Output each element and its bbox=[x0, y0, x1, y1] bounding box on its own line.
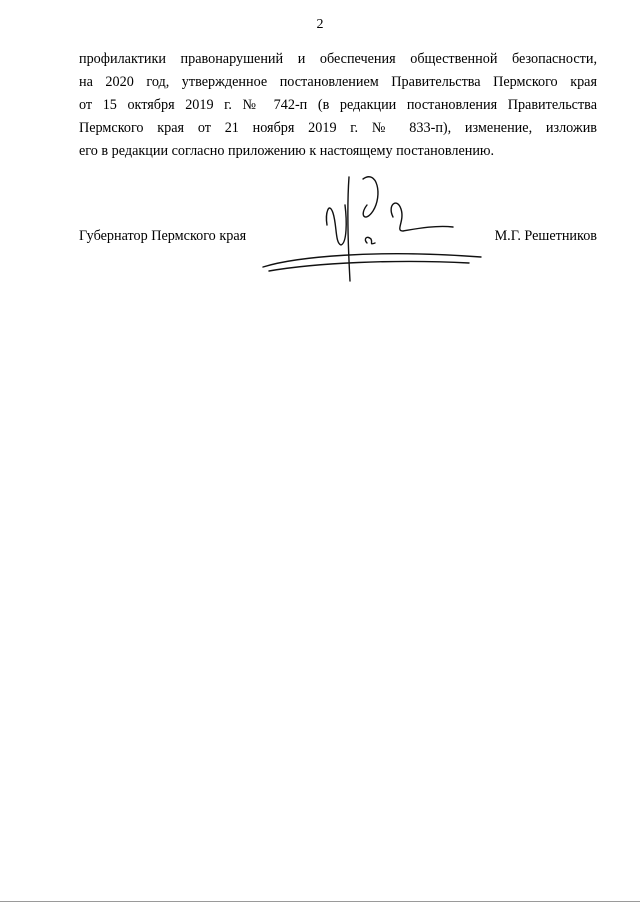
signer-position: Губернатор Пермского края bbox=[79, 228, 247, 244]
signature-icon bbox=[255, 165, 495, 285]
body-paragraph bbox=[79, 48, 597, 163]
signer-name: М.Г. Решетников bbox=[494, 228, 597, 244]
page-number: 2 bbox=[316, 17, 324, 32]
body-line: Пермского края от 21 ноября 2019 г. № 833-п), изменение, изложив bbox=[79, 120, 597, 136]
body-line: профилактики правонарушений и обеспечения общественной безопасности, bbox=[79, 51, 597, 67]
body-line: на 2020 год, утвержденное постановлением Правительства Пермского края bbox=[79, 74, 597, 90]
body-line: от 15 октября 2019 г. № 742-п (в редакции постановления Правительства bbox=[79, 97, 597, 113]
bottom-divider bbox=[0, 901, 640, 902]
body-line: его в редакции согласно приложению к настоящему постановлению. bbox=[79, 143, 495, 159]
